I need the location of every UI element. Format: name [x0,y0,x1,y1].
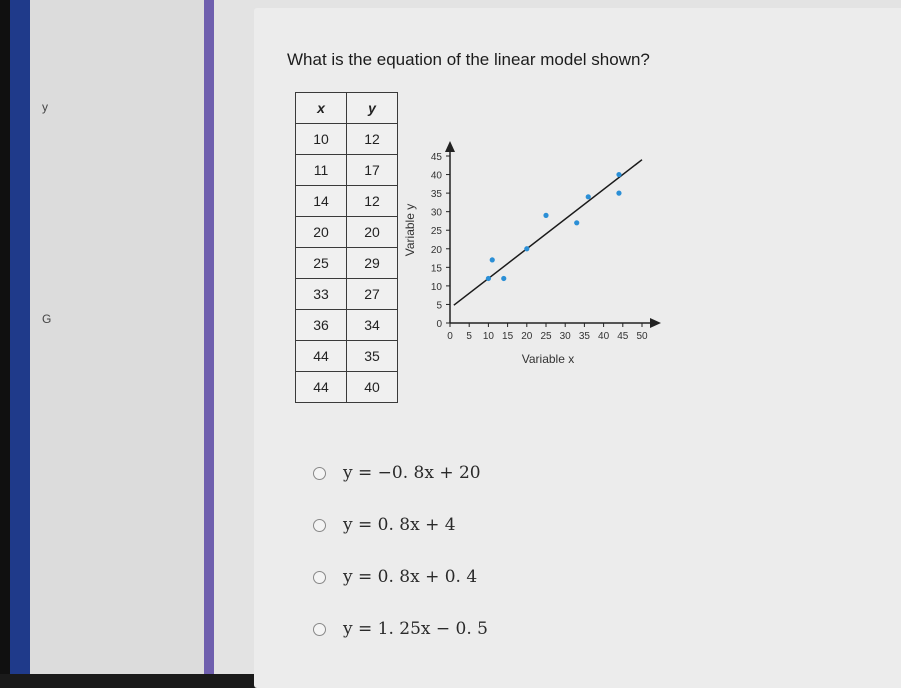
cell-y: 12 [347,124,398,155]
y-axis-arrow-icon [445,141,455,152]
cell-y: 34 [347,310,398,341]
table-header-x: x [296,93,347,124]
table-row [296,310,398,341]
y-tick-label: 40 [430,170,442,182]
x-tick-label: 25 [540,331,552,342]
data-point [543,213,548,218]
radio-button[interactable] [313,571,326,584]
answer-option-3[interactable] [313,564,488,590]
data-point [586,194,591,199]
cell-y: 29 [347,248,398,279]
cell-y: 40 [347,372,398,403]
scatter-plot [400,130,670,370]
table-header-y: y [347,93,398,124]
y-tick-label: 10 [430,281,442,293]
answer-label: y = 0. 8x + 0. 4 [343,567,478,587]
radio-button[interactable] [313,519,326,532]
left-pane [30,0,210,674]
data-point [616,172,621,177]
answer-option-1[interactable] [313,460,488,486]
x-tick-label: 50 [636,331,648,342]
cell-x: 33 [296,279,347,310]
pane-letter-y: y [42,100,48,114]
table-row [296,341,398,372]
x-tick-label: 45 [617,331,629,342]
table-row [296,217,398,248]
answer-label: y = 1. 25x − 0. 5 [343,619,488,639]
x-tick-label: 15 [502,331,514,342]
y-tick-label: 35 [430,189,442,201]
cell-x: 11 [296,155,347,186]
y-tick-label: 25 [430,226,442,238]
x-tick-label: 0 [447,331,453,342]
cell-x: 44 [296,372,347,403]
cell-x: 25 [296,248,347,279]
pane-divider[interactable] [204,0,214,674]
y-axis-label: Variable y [403,203,417,257]
table-row [296,124,398,155]
x-tick-label: 40 [598,331,610,342]
cell-x: 44 [296,341,347,372]
data-point [616,191,621,196]
cell-y: 20 [347,217,398,248]
table-body [296,124,398,403]
x-tick-label: 5 [466,331,472,342]
data-point [490,257,495,262]
answer-option-4[interactable] [313,616,488,642]
table-row [296,186,398,217]
y-tick-label: 15 [430,263,442,275]
table-row [296,372,398,403]
cell-y: 17 [347,155,398,186]
y-tick-label: 30 [430,207,442,219]
answer-label: y = −0. 8x + 20 [343,463,481,483]
radio-button[interactable] [313,623,326,636]
data-point [524,246,529,251]
cell-x: 36 [296,310,347,341]
plot-axes [445,141,661,328]
cell-x: 14 [296,186,347,217]
table-row [296,279,398,310]
question-text: What is the equation of the linear model shown? [287,50,650,69]
x-tick-label: 20 [521,331,533,342]
x-tick-label: 35 [578,331,590,342]
cell-y: 12 [347,186,398,217]
data-point [574,220,579,225]
cell-x: 20 [296,217,347,248]
x-ticks [447,323,648,342]
y-tick-label: 5 [436,300,442,312]
answer-option-2[interactable] [313,512,488,538]
cell-y: 27 [347,279,398,310]
radio-button[interactable] [313,467,326,480]
y-tick-label: 45 [430,152,442,163]
trend-line [454,160,642,305]
answer-label: y = 0. 8x + 4 [343,515,456,535]
x-axis-arrow-icon [650,318,661,328]
y-ticks [431,152,450,330]
table-header-row [296,93,398,124]
y-tick-label: 20 [430,244,442,256]
pane-letter-g: G [42,312,52,326]
cell-y: 35 [347,341,398,372]
data-point [486,276,491,281]
taskbar-strip [10,0,30,674]
y-tick-label: 0 [436,319,442,330]
x-axis-label: Variable x [521,352,575,366]
table-row [296,155,398,186]
table-row [296,248,398,279]
answer-options [313,460,488,668]
data-point [501,276,506,281]
cell-x: 10 [296,124,347,155]
data-table [295,92,398,403]
x-tick-label: 30 [559,331,571,342]
x-tick-label: 10 [482,331,494,342]
